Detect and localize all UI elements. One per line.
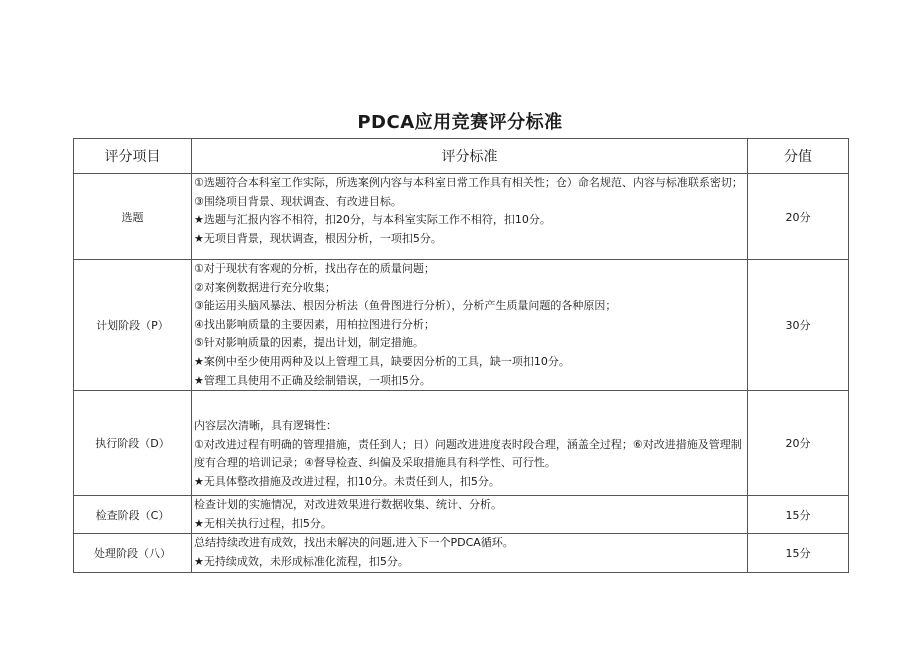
table-row <box>74 534 849 573</box>
criteria-line: 检查计划的实施情况，对改进效果进行数据收集、统计、分析。 <box>194 498 502 512</box>
criteria-line: ①选题符合本科室工作实际，所选案例内容与本科室日常工作具有相关性；仓）命名规范、内容与标准联系密切； <box>194 176 743 189</box>
table-header-row <box>74 139 849 174</box>
row-item: 选题 <box>74 174 192 260</box>
criteria-line: ①对于现状有客观的分析，找出存在的质量问题； <box>194 262 435 275</box>
criteria-line: ★管理工具使用不正确及绘制错误，一项扣5分。 <box>194 373 431 387</box>
row-score: 20分 <box>748 391 849 496</box>
table-row <box>74 391 849 496</box>
criteria-line: ④找出影响质量的主要因素，用柏拉图进行分析； <box>194 317 435 331</box>
row-criteria <box>192 391 748 496</box>
criteria-line: ★无项目背景，现状调查，根因分析，一项扣5分。 <box>194 231 442 245</box>
header-item: 评分项目 <box>74 139 192 174</box>
criteria-line: ③能运用头脑风暴法、根因分析法（鱼骨图进行分析），分析产生质量问题的各种原因； <box>194 299 617 313</box>
table-row <box>74 260 849 391</box>
criteria-line: ★无相关执行过程，扣5分。 <box>194 516 332 530</box>
page-title: PDCA应用竞赛评分标准 <box>357 112 563 133</box>
criteria-line: ★无持续成效，未形成标准化流程，扣5分。 <box>194 554 409 568</box>
row-criteria <box>192 496 748 534</box>
row-item: 处理阶段（八） <box>74 534 192 573</box>
criteria-line: 内容层次清晰，具有逻辑性： <box>194 419 337 433</box>
row-score: 15分 <box>748 496 849 534</box>
row-item: 检查阶段（C） <box>74 496 192 534</box>
criteria-line: ★案例中至少使用两种及以上管理工具，缺要因分析的工具，缺一项扣10分。 <box>194 354 570 368</box>
row-score: 30分 <box>748 260 849 391</box>
row-criteria <box>192 260 748 391</box>
scoring-table <box>73 138 849 573</box>
row-score: 15分 <box>748 534 849 573</box>
criteria-line: ★选题与汇报内容不相符，扣20分，与本科室实际工作不相符，扣10分。 <box>194 213 551 227</box>
criteria-line: ①对改进过程有明确的管理措施，责任到人；日）问题改进进度表时段合理，涵盖全过程；⑥对改进措施及管理制度有合理的培训记录；④督导检查、纠偏及采取措施具有科学性、可行性。 <box>194 437 742 470</box>
criteria-line: ⑤针对影响质量的因素，提出计划，制定措施。 <box>194 336 424 350</box>
criteria-line: 总结持续改进有成效，找出未解决的问题,进入下一个PDCA循环。 <box>194 536 514 550</box>
table-row <box>74 496 849 534</box>
header-criteria: 评分标准 <box>192 139 748 174</box>
table-row <box>74 174 849 260</box>
criteria-line: ②对案例数据进行充分收集； <box>194 280 336 294</box>
header-score: 分值 <box>748 139 849 174</box>
criteria-line: ★无具体整改措施及改进过程，扣10分。未责任到人，扣5分。 <box>194 474 500 488</box>
row-criteria <box>192 174 748 260</box>
criteria-line: ③围绕项目背景、现状调查、有改进目标。 <box>194 194 402 208</box>
row-score: 20分 <box>748 174 849 260</box>
row-item: 执行阶段（D） <box>74 391 192 496</box>
row-item: 计划阶段（P） <box>74 260 192 391</box>
row-criteria <box>192 534 748 573</box>
